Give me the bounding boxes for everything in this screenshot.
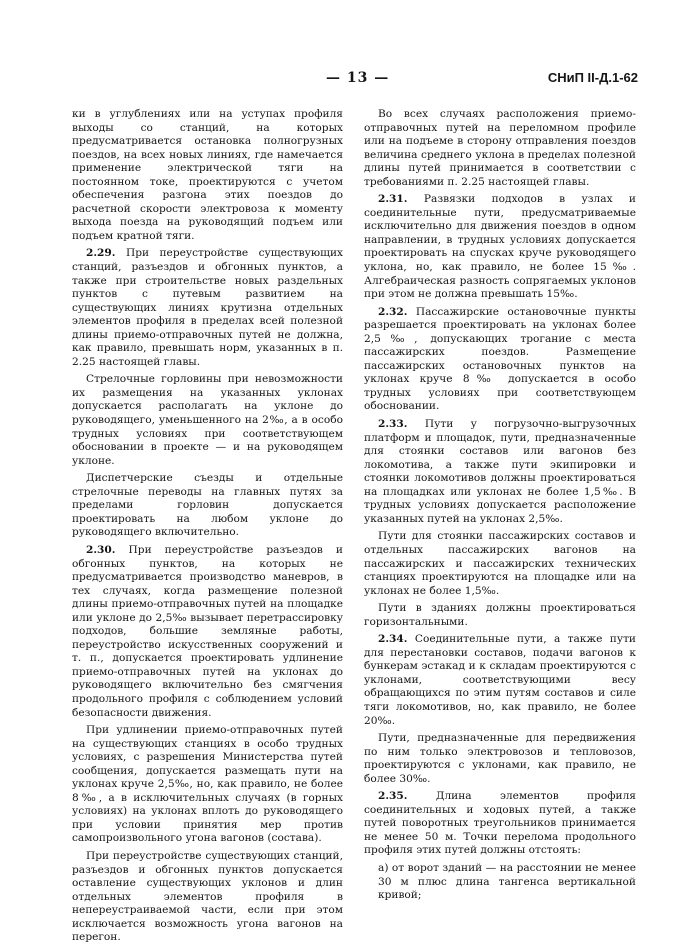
clause-2-34 <box>364 633 636 728</box>
clause-number: 2.30. <box>86 543 116 556</box>
clause-2-29 <box>72 247 343 369</box>
clause-number: 2.35. <box>378 790 408 803</box>
clause-number: 2.29. <box>86 247 116 260</box>
clause-2-32 <box>364 306 636 414</box>
paragraph: Стрелочные горловины при невозможности их размещения на указанных уклонах допускается располагать на уклоне до руководящего, уменьшенного на 2‰, а в особо трудных условиях при соответствующем обосновании в проекте — и на руководящем уклоне. <box>72 373 343 467</box>
clause-number: 2.33. <box>378 418 408 431</box>
clause-2-35 <box>364 790 636 858</box>
right-column <box>364 108 636 903</box>
paragraph: Пути для стоянки пассажирских составов и отдельных пассажирских вагонов на пассажирских и пассажирских технических станциях проектируются на площадке или на уклонах не более 1,5‰. <box>364 530 636 597</box>
clause-text: При переустройстве существующих станций, разъездов и обгонных пунктов, а также при строительстве новых раздельных пунктов с путевым развитием на существующих линиях крутизна отдельных элементов профиля в пределах всей полезной длины приемо-отправочных путей не должна, как правило, превышать норм, указанных в п. 2.25 настоящей главы. <box>72 247 343 368</box>
clause-text: Пассажирские остановочные пункты разрешается проектировать на уклонах более 2,5‰, допускающих трогание с места пассажирских поездов. Размещение пассажирских остановочных пунктов на уклонах круче 8‰ допускается в особо трудных условиях при соответствующем обосновании. <box>364 305 636 413</box>
clause-text: Соединительные пути, а также пути для перестановки составов, подачи вагонов к бункерам эстакад и к складам проектируются с уклонами, соответствующими весу обращающихся по этим путям составов и силе тяги локомотивов, но, как правило, не более 20‰. <box>364 633 636 727</box>
page-number: — 13 — <box>326 70 390 86</box>
paragraph: Пути в зданиях должны проектироваться горизонтальными. <box>364 602 636 628</box>
clause-number: 2.32. <box>378 305 408 318</box>
clause-text: При переустройстве разъездов и обгонных пунктов, на которых не предусматривается производство маневров, в тех случаях, когда размещение полезной длины приемо-отправочных путей на площадке или уклоне до 2,5‰ вызывает перетрассировку подходов, большие земляные работы, переустройство искусственных сооружений и т. п., допускается проектировать удлинение приемо-отправочных путей на уклонах до руководящего включительно без смягчения продольного профиля с соблюдением условий безопасности движения. <box>72 543 343 719</box>
clause-2-30 <box>72 544 343 720</box>
clause-text: Пути у погрузочно-выгрузочных платформ и площадок, пути, предназначенные для стоянки составов или вагонов без локомотива, а также пути экипировки и стоянки локомотивов должны проектироваться на площадках или уклонах не более 1,5‰. В трудных условиях допускается расположение указанных путей на уклонах 2,5‰. <box>364 418 636 525</box>
clause-text: Развязки подходов в узлах и соединительные пути, предусматриваемые исключительно для движения поездов в одном направлении, в трудных условиях допускается проектировать на спусках круче руководящего уклона, но, как правило, не более 15‰. Алгебраическая разность сопрягаемых уклонов при этом не должна превышать 15‰. <box>364 193 636 301</box>
left-column <box>72 108 343 949</box>
clause-number: 2.31. <box>378 193 408 206</box>
clause-2-31 <box>364 193 636 301</box>
paragraph: При переустройстве существующих станций, разъездов и обгонных пунктов допускается оставление существующих уклонов и длин отдельных элементов профиля в непереустраиваемой части, если при этом исключается возможность угона вагонов на перегон. <box>72 849 343 944</box>
paragraph: ки в углублениях или на уступах профиля выходы со станций, на которых предусматривается остановка полногрузных поездов, на всех новых линиях, где намечается применение электрической тяги на постоянном токе, проектируются с учетом обеспечения разгона этих поездов до расчетной скорости электровоза к моменту выхода поезда на руководящий подъем или подъем кратной тяги. <box>72 108 343 242</box>
clause-2-33 <box>364 418 636 526</box>
document-code: СНиП II-Д.1-62 <box>547 70 638 85</box>
paragraph: При удлинении приемо-отправочных путей на существующих станциях в особо трудных условиях, с разрешения Министерства путей сообщения, допускается размещать пути на уклонах круче 2,5‰, но, как правило, не более 8‰, а в исключительных случаях (в горных условиях) на уклонах вплоть до руководящего при условии принятия мер против самопроизвольного угона вагонов (состава). <box>72 724 343 845</box>
paragraph: Во всех случаях расположения приемо-отправочных путей на переломном профиле или на подъеме в сторону отправления поездов величина среднего уклона в пределах полезной длины путей принимается в соответствии с требованиями п. 2.25 настоящей главы. <box>364 108 636 188</box>
clause-number: 2.34. <box>378 633 408 646</box>
paragraph: Пути, предназначенные для передвижения по ним только электровозов и тепловозов, проектируются с уклонами, как правило, не более 30‰. <box>364 732 636 785</box>
paragraph: Диспетчерские съезды и отдельные стрелочные переводы на главных путях за пределами горловин допускается проектировать на любом уклоне до руководящего включительно. <box>72 472 343 539</box>
clause-text: Длина элементов профиля соединительных и ходовых путей, а также путей поворотных треугольников принимается не менее 50 м. Точки перелома продольного профиля этих путей должны отстоять: <box>364 790 636 857</box>
list-item-a: а) от ворот зданий — на расстоянии не менее 30 м плюс длина тангенса вертикальной кривой; <box>378 861 636 902</box>
page-header <box>0 70 700 94</box>
